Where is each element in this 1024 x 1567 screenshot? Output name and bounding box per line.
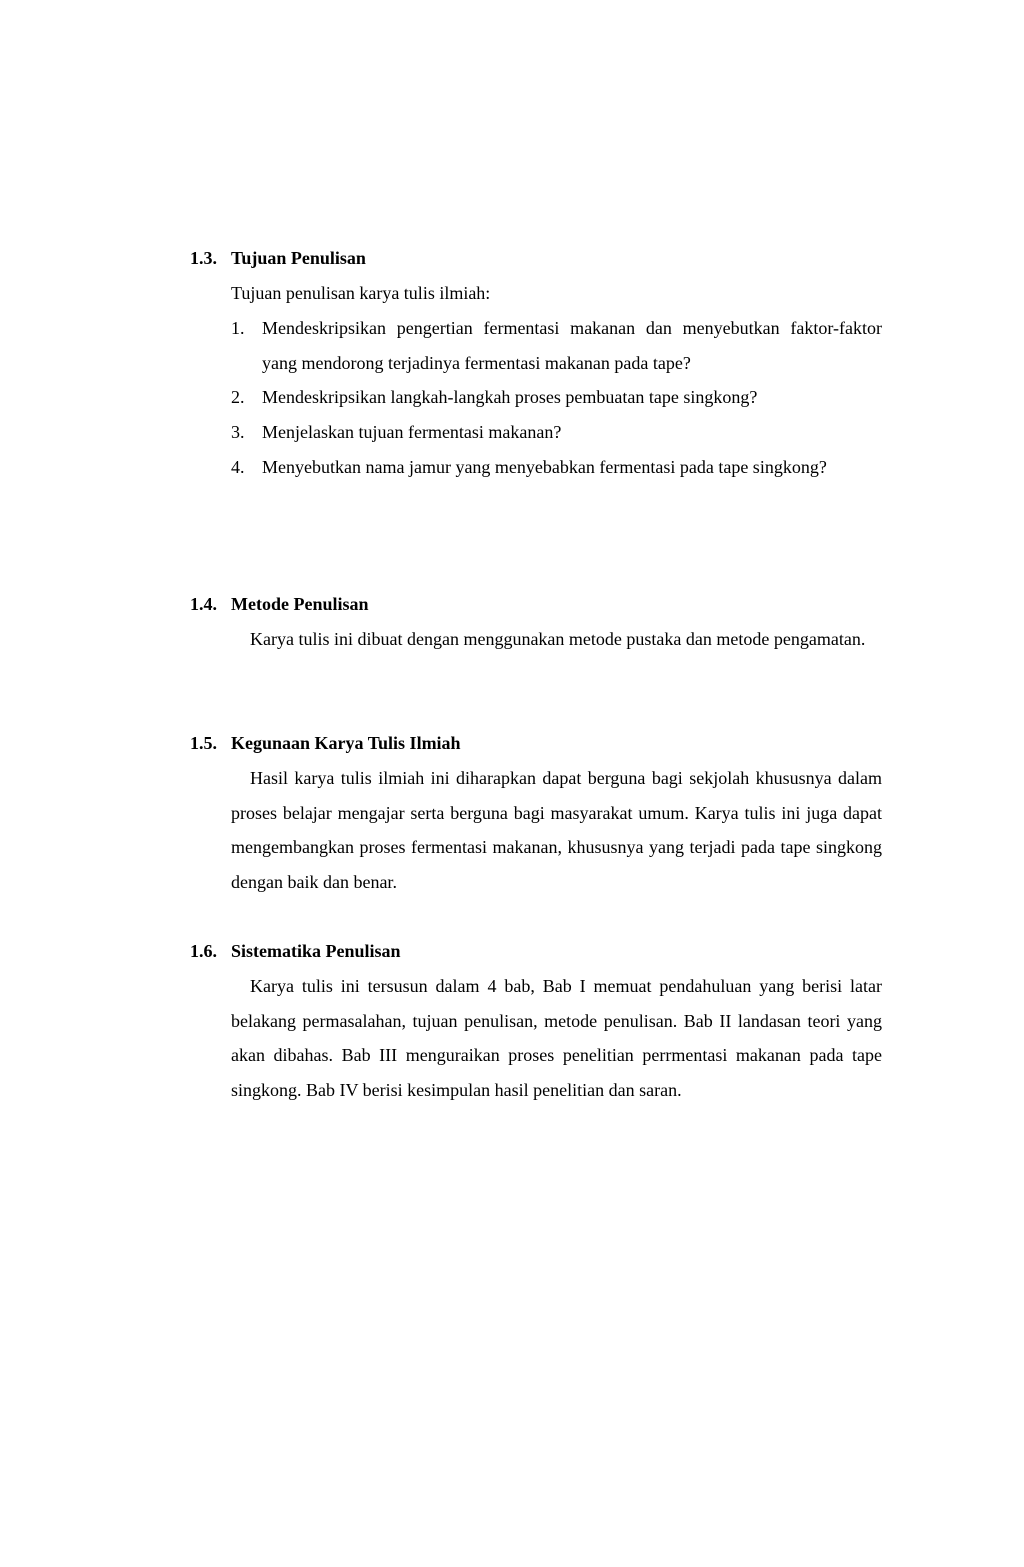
list-item [231, 380, 882, 415]
section-kegunaan-karya-tulis [190, 726, 882, 900]
section-heading [190, 587, 882, 622]
section-paragraph: Karya tulis ini dibuat dengan menggunakan metode pustaka dan metode pengamatan. [250, 629, 866, 649]
section-number: 1.5. [190, 733, 217, 753]
list-item-number: 3. [231, 422, 245, 443]
list-item-number: 4. [231, 456, 245, 477]
section-paragraph: Karya tulis ini tersusun dalam 4 bab, Bab I memuat pendahuluan yang berisi latar belakang permasalahan, tujuan penulisan, metode penulisan. Bab II landasan teori yang akan dibahas. Bab III menguraikan proses penelitian perrmentasi makanan pada tape singkong. Bab IV berisi kesimpulan hasil penelitian dan saran. [231, 976, 882, 1101]
list-item-text: Mendeskripsikan langkah-langkah proses pembuatan tape singkong? [262, 387, 758, 408]
list-item-number: 1. [231, 318, 245, 338]
section-sistematika-penulisan [190, 934, 882, 1108]
section-paragraph: Hasil karya tulis ilmiah ini diharapkan dapat berguna bagi sekjolah khususnya dalam proses belajar mengajar serta berguna bagi masyarakat umum. Karya tulis ini juga dapat mengembangkan proses fermentasi makanan, khususnya yang terjadi pada tape singkong dengan baik dan benar. [231, 768, 882, 893]
section-title: Metode Penulisan [231, 594, 369, 614]
section-heading [190, 726, 882, 761]
section-title: Tujuan Penulisan [231, 248, 366, 268]
section-title: Sistematika Penulisan [231, 941, 401, 961]
section-tujuan-penulisan [190, 241, 882, 485]
section-number: 1.6. [190, 941, 217, 961]
list-item [231, 450, 882, 485]
list-item [231, 415, 882, 450]
section-intro: Tujuan penulisan karya tulis ilmiah: [231, 283, 491, 303]
section-title: Kegunaan Karya Tulis Ilmiah [231, 733, 461, 753]
numbered-list [231, 311, 882, 485]
list-item-text: Menyebutkan nama jamur yang menyebabkan fermentasi pada tape singkong? [262, 456, 827, 477]
list-item-text: Menjelaskan tujuan fermentasi makanan? [262, 422, 562, 443]
list-item-number: 2. [231, 387, 245, 408]
section-metode-penulisan [190, 587, 882, 657]
list-item [231, 311, 882, 380]
section-number: 1.3. [190, 248, 217, 268]
section-heading [190, 241, 882, 276]
section-number: 1.4. [190, 594, 217, 614]
list-item-text: Mendeskripsikan pengertian fermentasi makanan dan menyebutkan faktor-faktor yang mendorong terjadinya fermentasi makanan pada tape? [262, 318, 882, 373]
section-heading [190, 934, 882, 969]
